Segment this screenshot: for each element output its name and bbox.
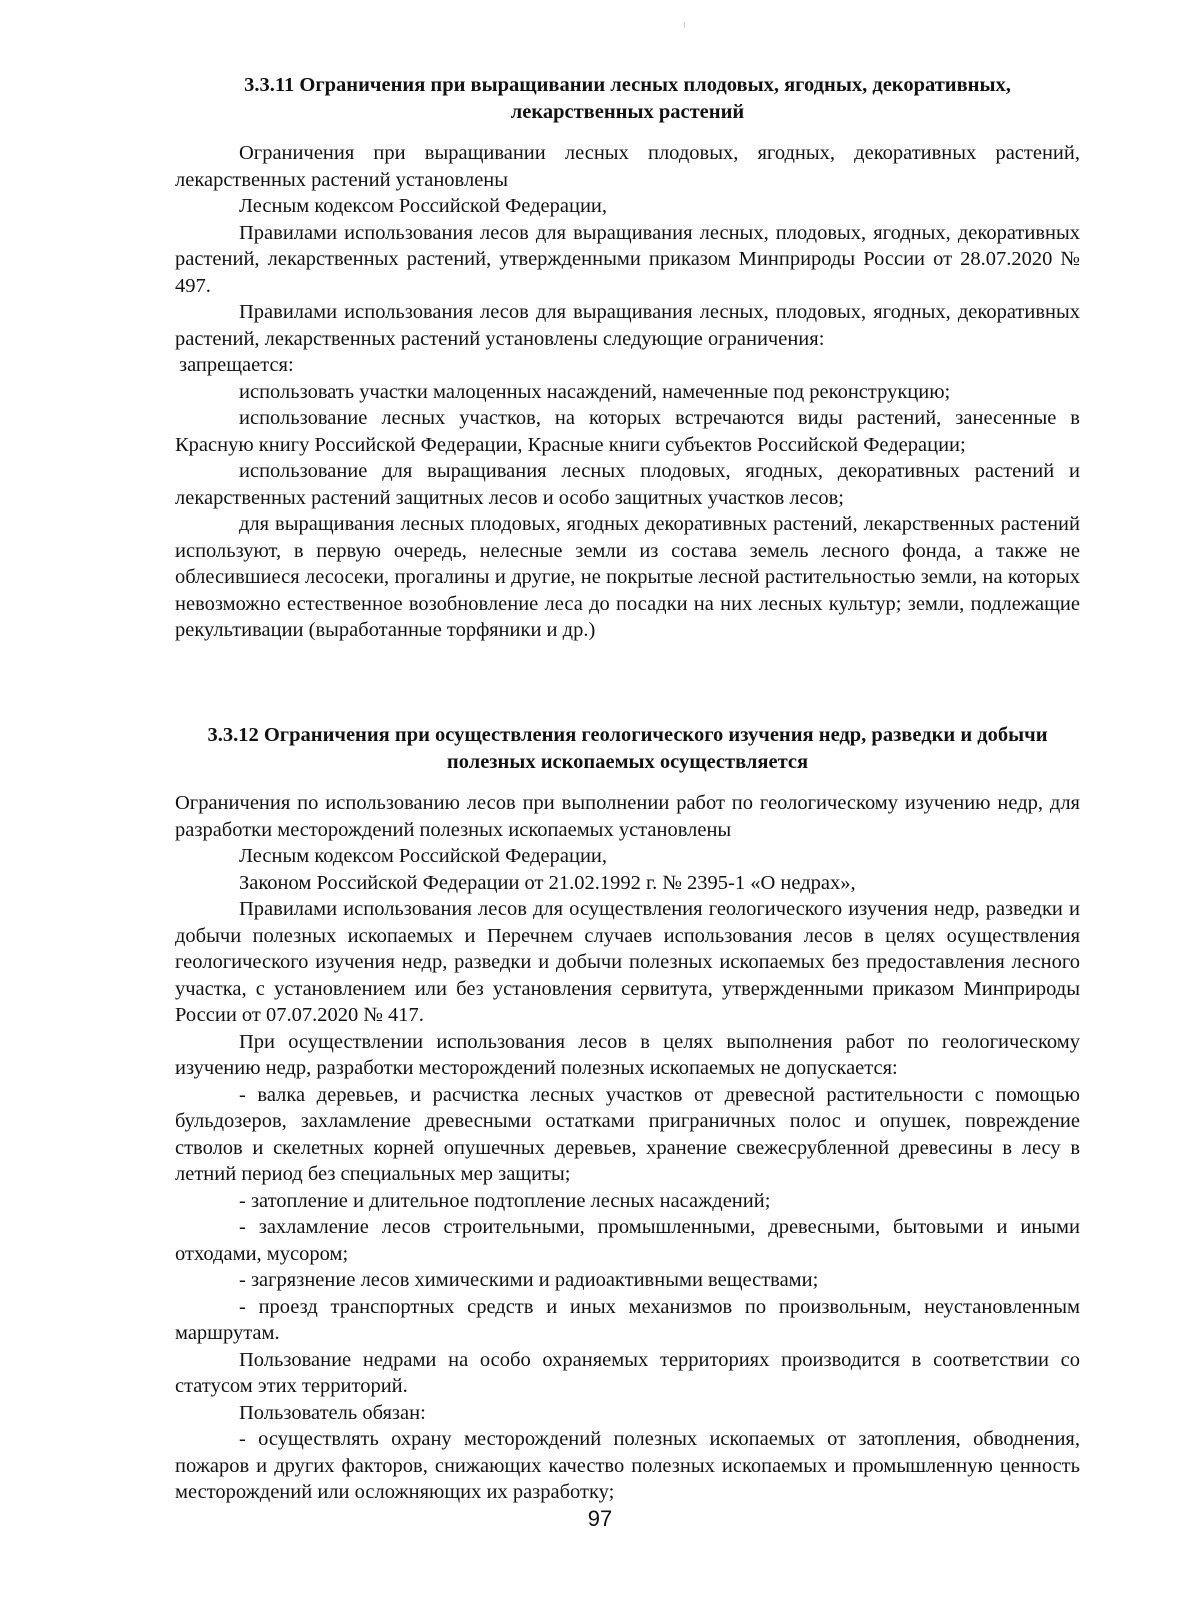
section-3-3-12	[175, 722, 1080, 1506]
section-heading: 3.3.12 Ограничения при осуществления геологического изучения недр, разведки и добычи полезных ископаемых осуществляется	[207, 724, 1048, 773]
paragraph: Лесным кодексом Российской Федерации,	[239, 845, 608, 867]
paragraph: Лесным кодексом Российской Федерации,	[239, 195, 608, 217]
paragraph: использовать участки малоценных насаждений, намеченные под реконструкцию;	[239, 380, 951, 403]
paragraph: для выращивания лесных плодовых, ягодных декоративных растений, лекарственных растений используют, в первую очередь, нелесные земли из состава земель лесного фонда, а также не облесившиеся лесосеки, прогалины и другие, не покрытые лесной растительностью земли, на которых невозможно естественное возобновление леса до посадки на них лесных культур; земли, подлежащие рекультивации (выработанные торфяники и др.)	[175, 513, 1080, 641]
paragraph: использование лесных участков, на которых встречаются виды растений, занесенные в Красную книгу Российской Федерации, Красные книги субъектов Российской Федерации;	[175, 407, 1080, 456]
page-number: 97	[587, 1506, 613, 1531]
paragraph: Правилами использования лесов для осуществления геологического изучения недр, разведки и добычи полезных ископаемых и Перечнем случаев использования лесов в целях осуществления геологического изучения недр, разведки и добычи полезных ископаемых без предоставления лесного участка, с установлением или без установления сервитута, утвержденными приказом Минприроды России от 07.07.2020 № 417.	[175, 898, 1080, 1026]
list-item: - затопление и длительное подтопление лесных насаждений;	[239, 1189, 771, 1212]
paragraph: Ограничения при выращивании лесных плодовых, ягодных, декоративных растений, лекарственных растений установлены	[175, 142, 1080, 191]
paragraph: Правилами использования лесов для выращивания лесных, плодовых, ягодных, декоративных растений, лекарственных растений, утвержденными приказом Минприроды России от 28.07.2020 № 497.	[175, 221, 1080, 297]
paragraph: запрещается:	[179, 354, 294, 376]
paragraph: использование для выращивания лесных плодовых, ягодных, декоративных растений и лекарственных растений защитных лесов и особо защитных участков лесов;	[175, 460, 1080, 509]
list-item: - осуществлять охрану месторождений полезных ископаемых от затопления, обводнения, пожаров и других факторов, снижающих качество полезных ископаемых и промышленную ценность месторождений или осложняющих их разработку;	[175, 1428, 1080, 1503]
paragraph: Пользователь обязан:	[239, 1401, 426, 1424]
section-heading: 3.3.11 Ограничения при выращивании лесных плодовых, ягодных, декоративных, лекарственных растений	[244, 74, 1011, 123]
section-3-3-11	[175, 72, 1080, 644]
list-item: - захламление лесов строительными, промышленными, древесными, бытовыми и иными отходами, мусором;	[175, 1216, 1080, 1265]
scan-artifact	[684, 22, 685, 28]
list-item: - проезд транспортных средств и иных механизмов по произвольным, неустановленным маршрутам.	[175, 1295, 1080, 1344]
paragraph: Законом Российской Федерации от 21.02.1992 г. № 2395-1 «О недрах»,	[239, 871, 856, 894]
paragraph: Пользование недрами на особо охраняемых территориях производится в соответствии со статусом этих территорий.	[175, 1348, 1080, 1397]
paragraph: При осуществлении использования лесов в целях выполнения работ по геологическому изучению недр, разработки месторождений полезных ископаемых не допускается:	[175, 1030, 1080, 1079]
paragraph: Ограничения по использованию лесов при выполнении работ по геологическому изучению недр, для разработки месторождений полезных ископаемых установлены	[175, 792, 1080, 841]
paragraph: Правилами использования лесов для выращивания лесных, плодовых, ягодных, декоративных растений, лекарственных растений установлены следующие ограничения:	[175, 301, 1080, 350]
list-item: - валка деревьев, и расчистка лесных участков от древесной растительности с помощью бульдозеров, захламление древесными остатками приграничных полос и опушек, повреждение стволов и скелетных корней опушечных деревьев, хранение свежесрубленной древесины в лесу в летний период без специальных мер защиты;	[175, 1083, 1080, 1185]
list-item: - загрязнение лесов химическими и радиоактивными веществами;	[239, 1269, 819, 1291]
